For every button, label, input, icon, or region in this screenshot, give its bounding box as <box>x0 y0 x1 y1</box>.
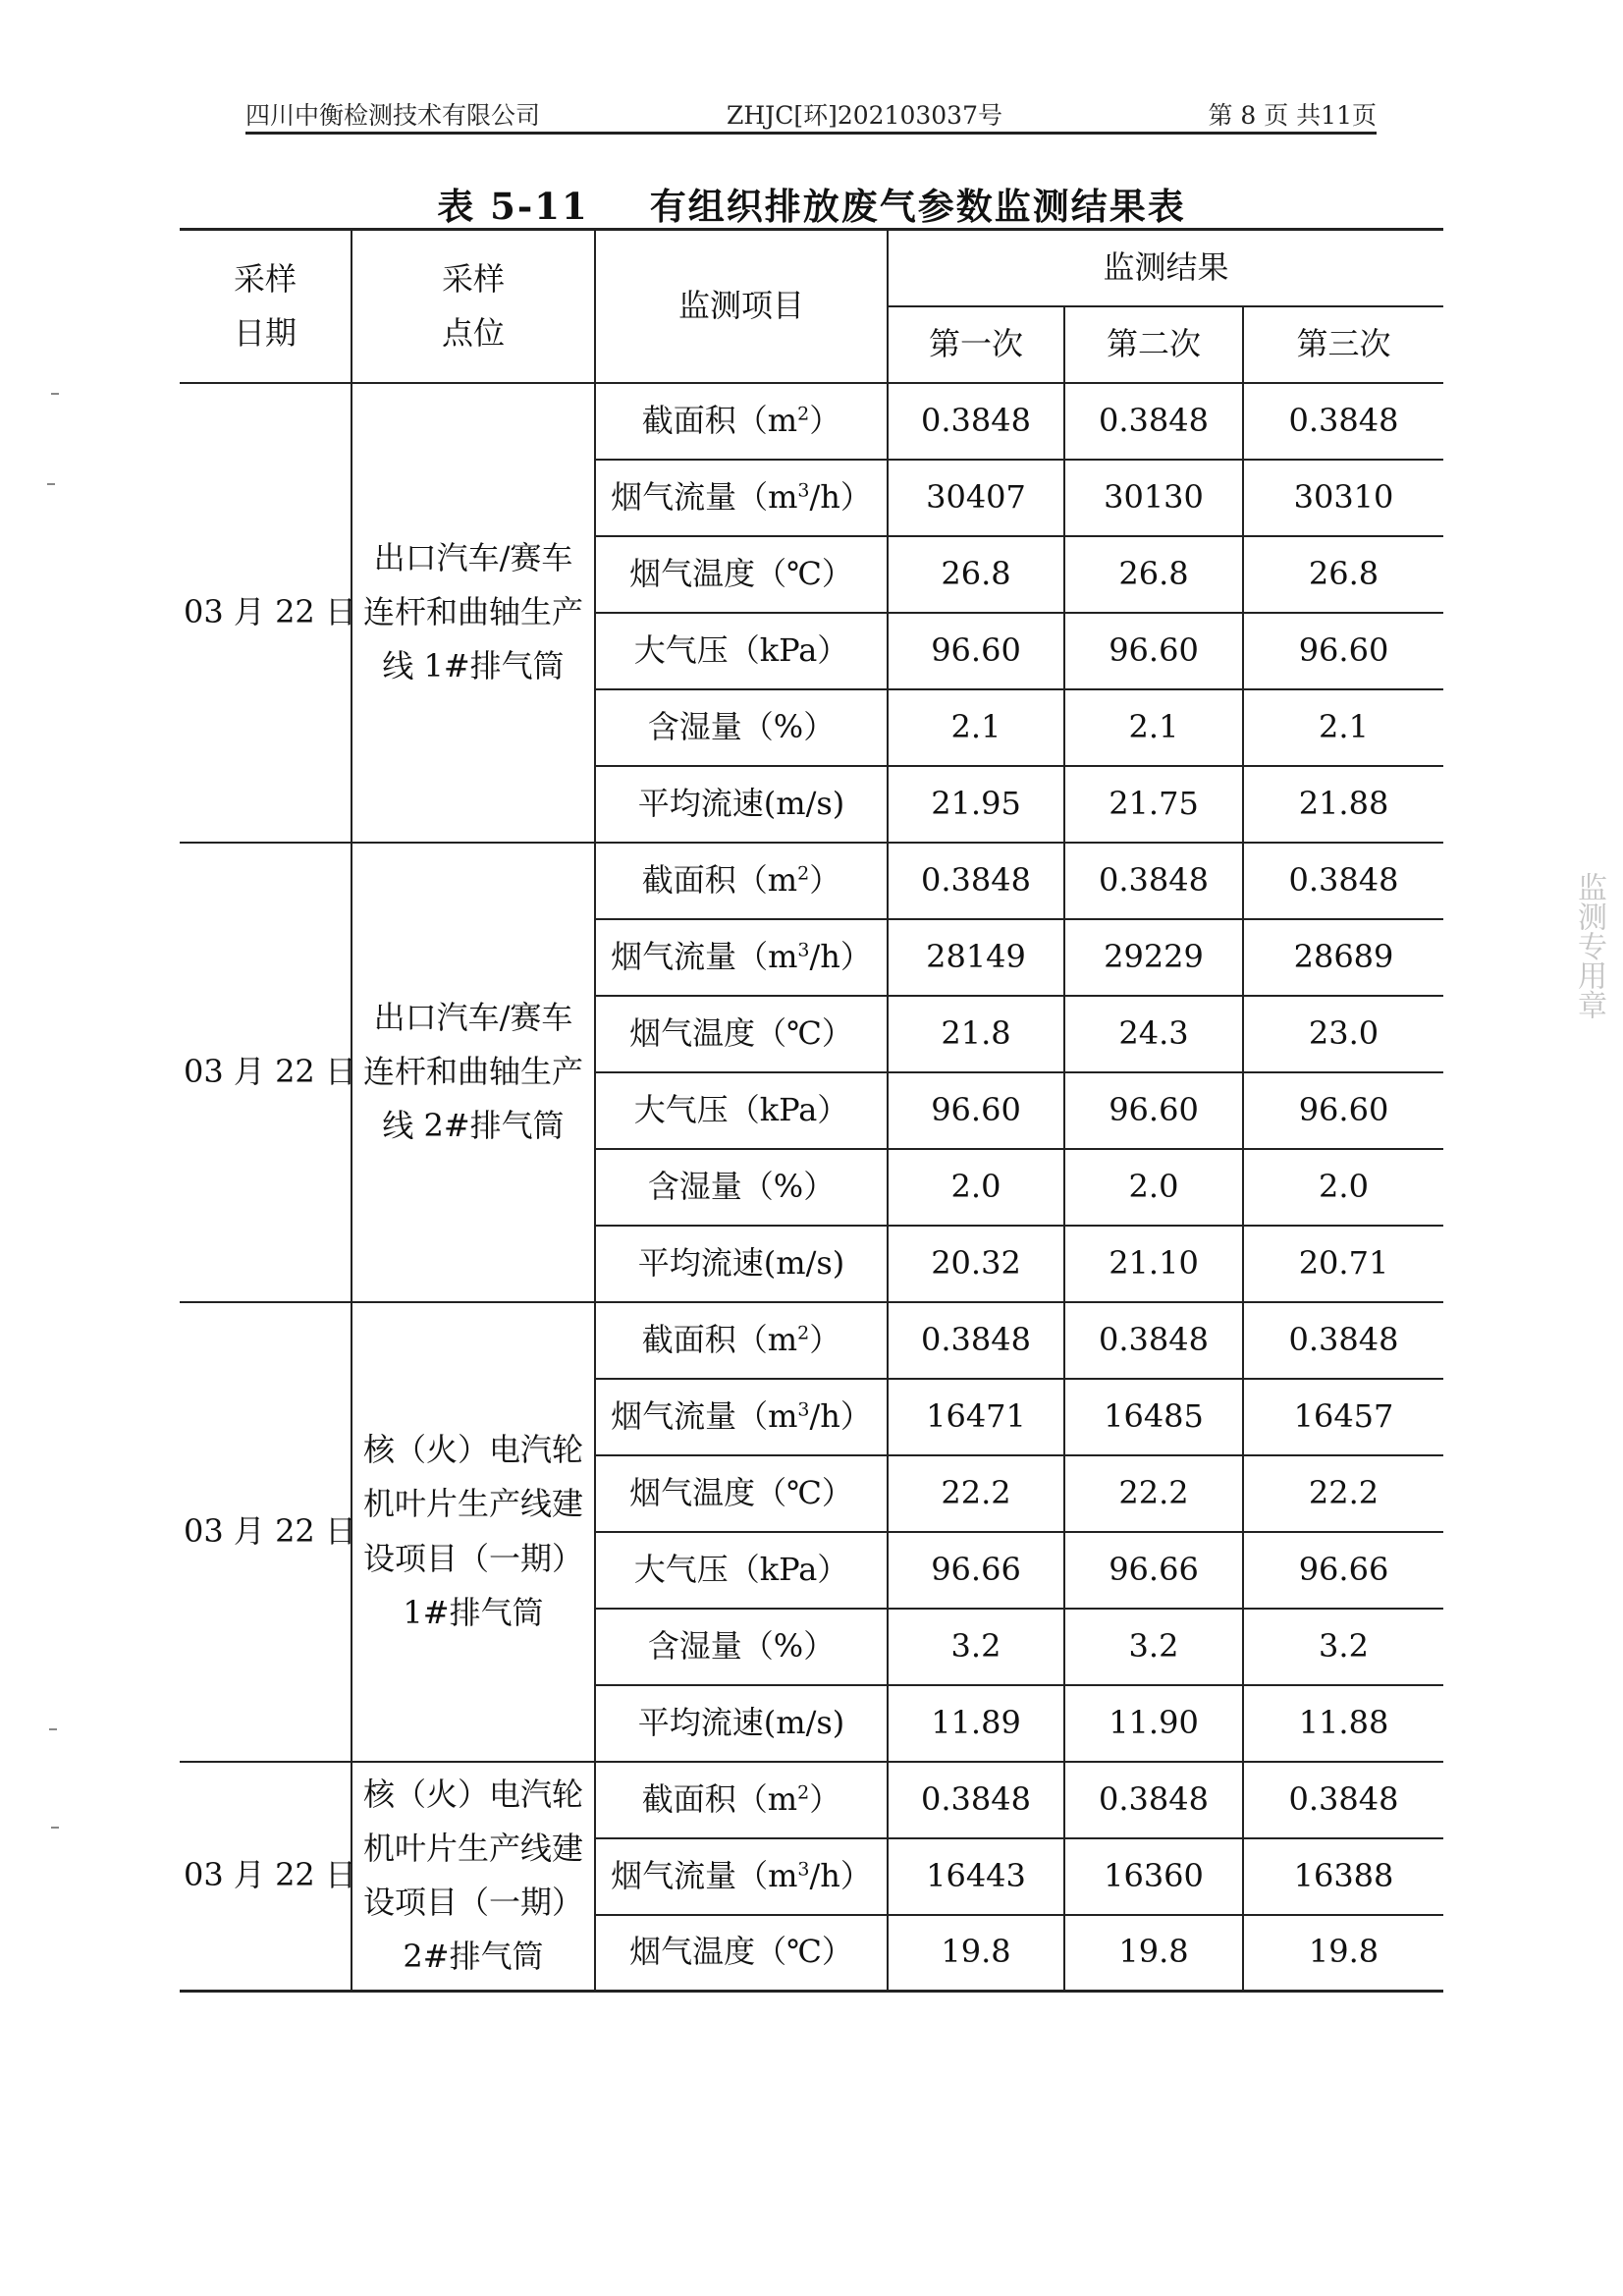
result-run-2-cell: 16360 <box>1064 1838 1243 1915</box>
result-run-2-cell: 3.2 <box>1064 1609 1243 1685</box>
company-name: 四川中衡检测技术有限公司 <box>245 101 541 130</box>
result-run-2-cell: 24.3 <box>1064 996 1243 1072</box>
result-run-2-cell: 30130 <box>1064 460 1243 536</box>
result-run-3-cell: 2.1 <box>1243 689 1443 766</box>
result-run-1-cell: 2.0 <box>888 1149 1064 1226</box>
table-row <box>180 1302 1443 1379</box>
result-run-3-cell: 11.88 <box>1243 1685 1443 1762</box>
header-monitoring-item: 监测项目 <box>595 230 888 383</box>
result-run-3-cell: 96.60 <box>1243 613 1443 689</box>
table-title-text: 有组织排放废气参数监测结果表 <box>649 185 1186 228</box>
sampling-location-cell: 核（火）电汽轮 机叶片生产线建 设项目（一期） 1#排气筒 <box>352 1302 595 1762</box>
result-run-3-cell: 30310 <box>1243 460 1443 536</box>
result-run-2-cell: 96.66 <box>1064 1532 1243 1609</box>
monitoring-item-cell: 烟气温度（℃） <box>595 996 888 1072</box>
monitoring-item-cell: 截面积$(m^2)$ <box>595 1302 888 1379</box>
result-run-1-cell: 96.60 <box>888 613 1064 689</box>
result-run-3-cell: 3.2 <box>1243 1609 1443 1685</box>
table-title <box>0 177 1623 230</box>
result-run-3-cell: 23.0 <box>1243 996 1443 1072</box>
result-run-1-cell: 96.60 <box>888 1072 1064 1149</box>
monitoring-item-cell: 烟气流量$(m^3/h)$ <box>595 919 888 996</box>
header-monitoring-results: 监测结果 <box>888 230 1443 306</box>
result-run-3-cell: 96.60 <box>1243 1072 1443 1149</box>
result-run-3-cell: 0.3848 <box>1243 1762 1443 1838</box>
header-run-3: 第三次 <box>1243 306 1443 383</box>
scan-mark <box>51 393 59 395</box>
result-run-1-cell: 28149 <box>888 919 1064 996</box>
result-run-2-cell: 19.8 <box>1064 1915 1243 1992</box>
result-run-1-cell: 0.3848 <box>888 1302 1064 1379</box>
scan-mark <box>49 1728 57 1730</box>
result-run-2-cell: 21.10 <box>1064 1226 1243 1302</box>
result-run-3-cell: 0.3848 <box>1243 1302 1443 1379</box>
monitoring-item-cell: 大气压（kPa） <box>595 1532 888 1609</box>
result-run-1-cell: 2.1 <box>888 689 1064 766</box>
result-run-2-cell: 11.90 <box>1064 1685 1243 1762</box>
monitoring-item-cell: 含湿量（%） <box>595 689 888 766</box>
sampling-date-cell: 03 月 22 日 <box>180 383 352 843</box>
monitoring-item-cell: 烟气温度（℃） <box>595 536 888 613</box>
result-run-1-cell: 16471 <box>888 1379 1064 1455</box>
sampling-location-cell: 出口汽车/赛车 连杆和曲轴生产 线 2#排气筒 <box>352 843 595 1302</box>
table-body <box>180 383 1443 1992</box>
result-run-2-cell: 0.3848 <box>1064 843 1243 919</box>
page-header <box>245 90 1377 135</box>
result-run-1-cell: 21.8 <box>888 996 1064 1072</box>
monitoring-item-cell: 烟气温度（℃） <box>595 1455 888 1532</box>
monitoring-results-table <box>180 228 1443 1993</box>
side-stamp-fragment: 监测专用章 <box>1572 872 1606 1019</box>
sampling-location-cell: 核（火）电汽轮 机叶片生产线建 设项目（一期） 2#排气筒 <box>352 1762 595 1992</box>
monitoring-item-cell: 平均流速(m/s) <box>595 1685 888 1762</box>
scan-mark <box>47 483 55 485</box>
result-run-2-cell: 16485 <box>1064 1379 1243 1455</box>
page-number: 第 8 页 共11页 <box>1208 101 1377 130</box>
result-run-1-cell: 22.2 <box>888 1455 1064 1532</box>
report-number: ZHJC[环]202103037号 <box>727 101 1002 130</box>
result-run-1-cell: 0.3848 <box>888 843 1064 919</box>
monitoring-item-cell: 大气压（kPa） <box>595 613 888 689</box>
result-run-1-cell: 11.89 <box>888 1685 1064 1762</box>
result-run-1-cell: 20.32 <box>888 1226 1064 1302</box>
monitoring-item-cell: 截面积$(m^2)$ <box>595 1762 888 1838</box>
result-run-2-cell: 2.1 <box>1064 689 1243 766</box>
result-run-2-cell: 0.3848 <box>1064 383 1243 460</box>
monitoring-item-cell: 烟气流量$(m^3/h)$ <box>595 460 888 536</box>
scan-mark <box>51 1827 59 1829</box>
monitoring-item-cell: 平均流速(m/s) <box>595 766 888 843</box>
result-run-1-cell: 26.8 <box>888 536 1064 613</box>
result-run-3-cell: 96.66 <box>1243 1532 1443 1609</box>
result-run-1-cell: 19.8 <box>888 1915 1064 1992</box>
result-run-2-cell: 26.8 <box>1064 536 1243 613</box>
monitoring-item-cell: 截面积$(m^2)$ <box>595 383 888 460</box>
result-run-3-cell: 22.2 <box>1243 1455 1443 1532</box>
result-run-3-cell: 0.3848 <box>1243 843 1443 919</box>
result-run-3-cell: 28689 <box>1243 919 1443 996</box>
result-run-3-cell: 19.8 <box>1243 1915 1443 1992</box>
result-run-3-cell: 0.3848 <box>1243 383 1443 460</box>
header-run-2: 第二次 <box>1064 306 1243 383</box>
result-run-1-cell: 96.66 <box>888 1532 1064 1609</box>
header-sampling-location: 采样 点位 <box>352 230 595 383</box>
result-run-2-cell: 22.2 <box>1064 1455 1243 1532</box>
sampling-date-cell: 03 月 22 日 <box>180 1302 352 1762</box>
monitoring-item-cell: 截面积$(m^2)$ <box>595 843 888 919</box>
monitoring-item-cell: 含湿量（%） <box>595 1149 888 1226</box>
result-run-2-cell: 96.60 <box>1064 1072 1243 1149</box>
result-run-2-cell: 2.0 <box>1064 1149 1243 1226</box>
sampling-location-cell: 出口汽车/赛车 连杆和曲轴生产 线 1#排气筒 <box>352 383 595 843</box>
monitoring-item-cell: 烟气温度（℃） <box>595 1915 888 1992</box>
result-run-3-cell: 20.71 <box>1243 1226 1443 1302</box>
result-run-2-cell: 0.3848 <box>1064 1762 1243 1838</box>
result-run-1-cell: 3.2 <box>888 1609 1064 1685</box>
header-run-1: 第一次 <box>888 306 1064 383</box>
result-run-1-cell: 0.3848 <box>888 383 1064 460</box>
table-number: 表 5-11 <box>437 185 589 228</box>
sampling-date-cell: 03 月 22 日 <box>180 1762 352 1992</box>
result-run-3-cell: 16457 <box>1243 1379 1443 1455</box>
header-sampling-date: 采样 日期 <box>180 230 352 383</box>
result-run-2-cell: 0.3848 <box>1064 1302 1243 1379</box>
result-run-3-cell: 26.8 <box>1243 536 1443 613</box>
result-run-3-cell: 21.88 <box>1243 766 1443 843</box>
table-row <box>180 1762 1443 1838</box>
result-run-1-cell: 30407 <box>888 460 1064 536</box>
result-run-3-cell: 16388 <box>1243 1838 1443 1915</box>
monitoring-item-cell: 平均流速(m/s) <box>595 1226 888 1302</box>
sampling-date-cell: 03 月 22 日 <box>180 843 352 1302</box>
monitoring-item-cell: 烟气流量$(m^3/h)$ <box>595 1838 888 1915</box>
table-row <box>180 843 1443 919</box>
result-run-3-cell: 2.0 <box>1243 1149 1443 1226</box>
result-run-2-cell: 29229 <box>1064 919 1243 996</box>
monitoring-item-cell: 含湿量（%） <box>595 1609 888 1685</box>
monitoring-item-cell: 大气压（kPa） <box>595 1072 888 1149</box>
result-run-1-cell: 0.3848 <box>888 1762 1064 1838</box>
result-run-1-cell: 16443 <box>888 1838 1064 1915</box>
result-run-2-cell: 21.75 <box>1064 766 1243 843</box>
result-run-1-cell: 21.95 <box>888 766 1064 843</box>
monitoring-item-cell: 烟气流量$(m^3/h)$ <box>595 1379 888 1455</box>
result-run-2-cell: 96.60 <box>1064 613 1243 689</box>
table-row <box>180 383 1443 460</box>
